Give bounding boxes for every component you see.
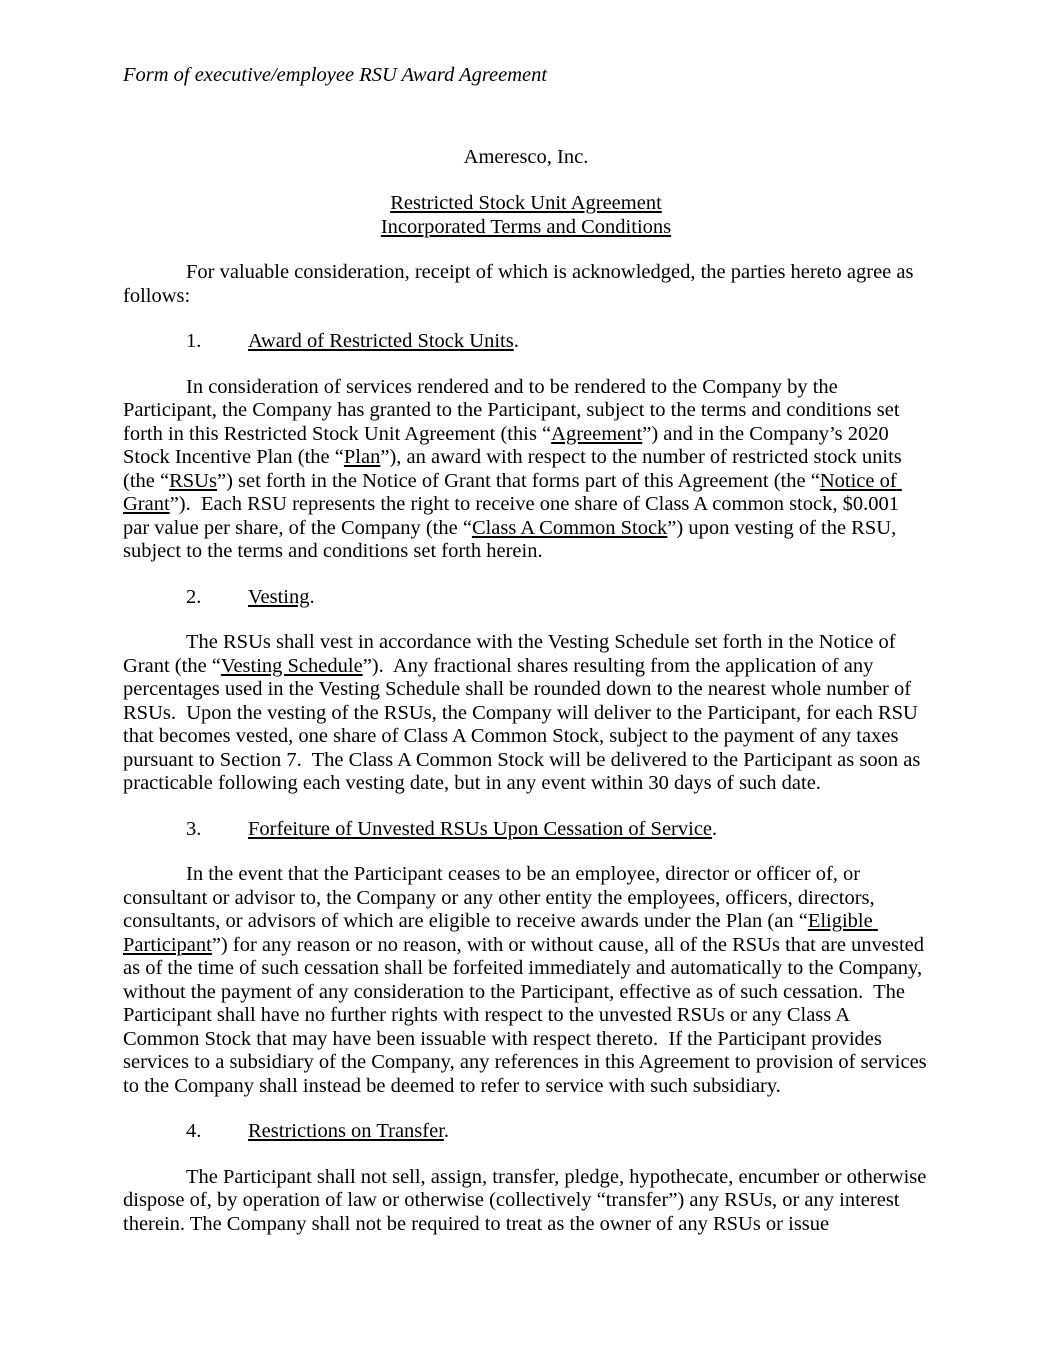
document-title-line-2: Incorporated Terms and Conditions (380, 215, 672, 238)
section-3 (123, 817, 932, 1099)
form-note: Form of executive/employee RSU Award Agreement (123, 64, 548, 86)
section-2 (123, 586, 929, 796)
section-1 (123, 330, 929, 564)
section-1-number: 1. (186, 330, 202, 352)
section-2-number: 2. (186, 585, 202, 608)
document-title (123, 192, 929, 239)
section-2-title: Vesting. (248, 585, 315, 608)
section-4 (123, 1120, 932, 1236)
section-4-number: 4. (186, 1120, 202, 1142)
section-3-title: Forfeiture of Unvested RSUs Upon Cessation of Service. (248, 817, 718, 840)
section-4-body: The Participant shall not sell, assign, transfer, pledge, hypothecate, encumber or otherwise dispose of, by operation of law or otherwise (collectively “transfer”) any RSUs, or any interest therein. The Company shall not be required to treat as the owner of any RSUs or issue (123, 1165, 932, 1235)
section-4-title: Restrictions on Transfer. (248, 1120, 450, 1142)
company-name: Ameresco, Inc. (463, 145, 589, 168)
document-title-line-1: Restricted Stock Unit Agreement (390, 192, 662, 214)
section-3-number: 3. (186, 817, 202, 840)
intro-paragraph: For valuable consideration, receipt of which is acknowledged, the parties hereto agree as follows: (123, 261, 919, 307)
section-3-body: In the event that the Participant ceases to be an employee, director or officer of, or consultant or advisor to, the Company or any other entity the employees, officers, directors, consultants, or advisors of which are eligible to receive awards under the Plan (an “Eligible Participant”) for any reason or no reason, with or without cause, all of the RSUs that are unvested as of the time of such cessation shall be forfeited immediately and automatically to the Company, without the payment of any consideration to the Participant, effective as of such cessation. The Participant shall have no further rights with respect to the unvested RSUs or any Class A Common Stock that may have been issuable with respect thereto. If the Participant provides services to a subsidiary of the Company, any references in this Agreement to provision of services to the Company shall instead be deemed to refer to service with such subsidiary. (123, 863, 932, 1097)
section-4-heading (123, 1120, 929, 1144)
section-1-heading (123, 330, 929, 354)
section-3-heading (123, 818, 929, 842)
section-2-body: The RSUs shall vest in accordance with the Vesting Schedule set forth in the Notice of Grant (the “Vesting Schedule”). Any fractional shares resulting from the application of any percentages used in the Vesting Schedule shall be rounded down to the nearest whole number of RSUs. Upon the vesting of the RSUs, the Company will deliver to the Participant, for each RSU that becomes vested, one share of Class A Common Stock, subject to the payment of any taxes pursuant to Section 7. The Class A Common Stock will be delivered to the Participant as soon as practicable following each vesting date, but in any event within 30 days of such date. (123, 631, 926, 794)
section-1-title: Award of Restricted Stock Units. (248, 330, 519, 352)
section-2-heading (123, 586, 929, 610)
section-1-body: In consideration of services rendered and to be rendered to the Company by the Participant, the Company has granted to the Participant, subject to the terms and conditions set forth in this Restricted Stock Unit Agreement (this “Agreement”) and in the Company’s 2020 Stock Incentive Plan (the “Plan”), an award with respect to the number of restricted stock units (the “RSUs”) set forth in the Notice of Grant that forms part of this Agreement (the “Notice of Grant”). Each RSU represents the right to receive one share of Class A common stock, $0.001 par value per share, of the Company (the “Class A Common Stock”) upon vesting of the RSU, subject to the terms and conditions set forth herein. (123, 375, 907, 562)
